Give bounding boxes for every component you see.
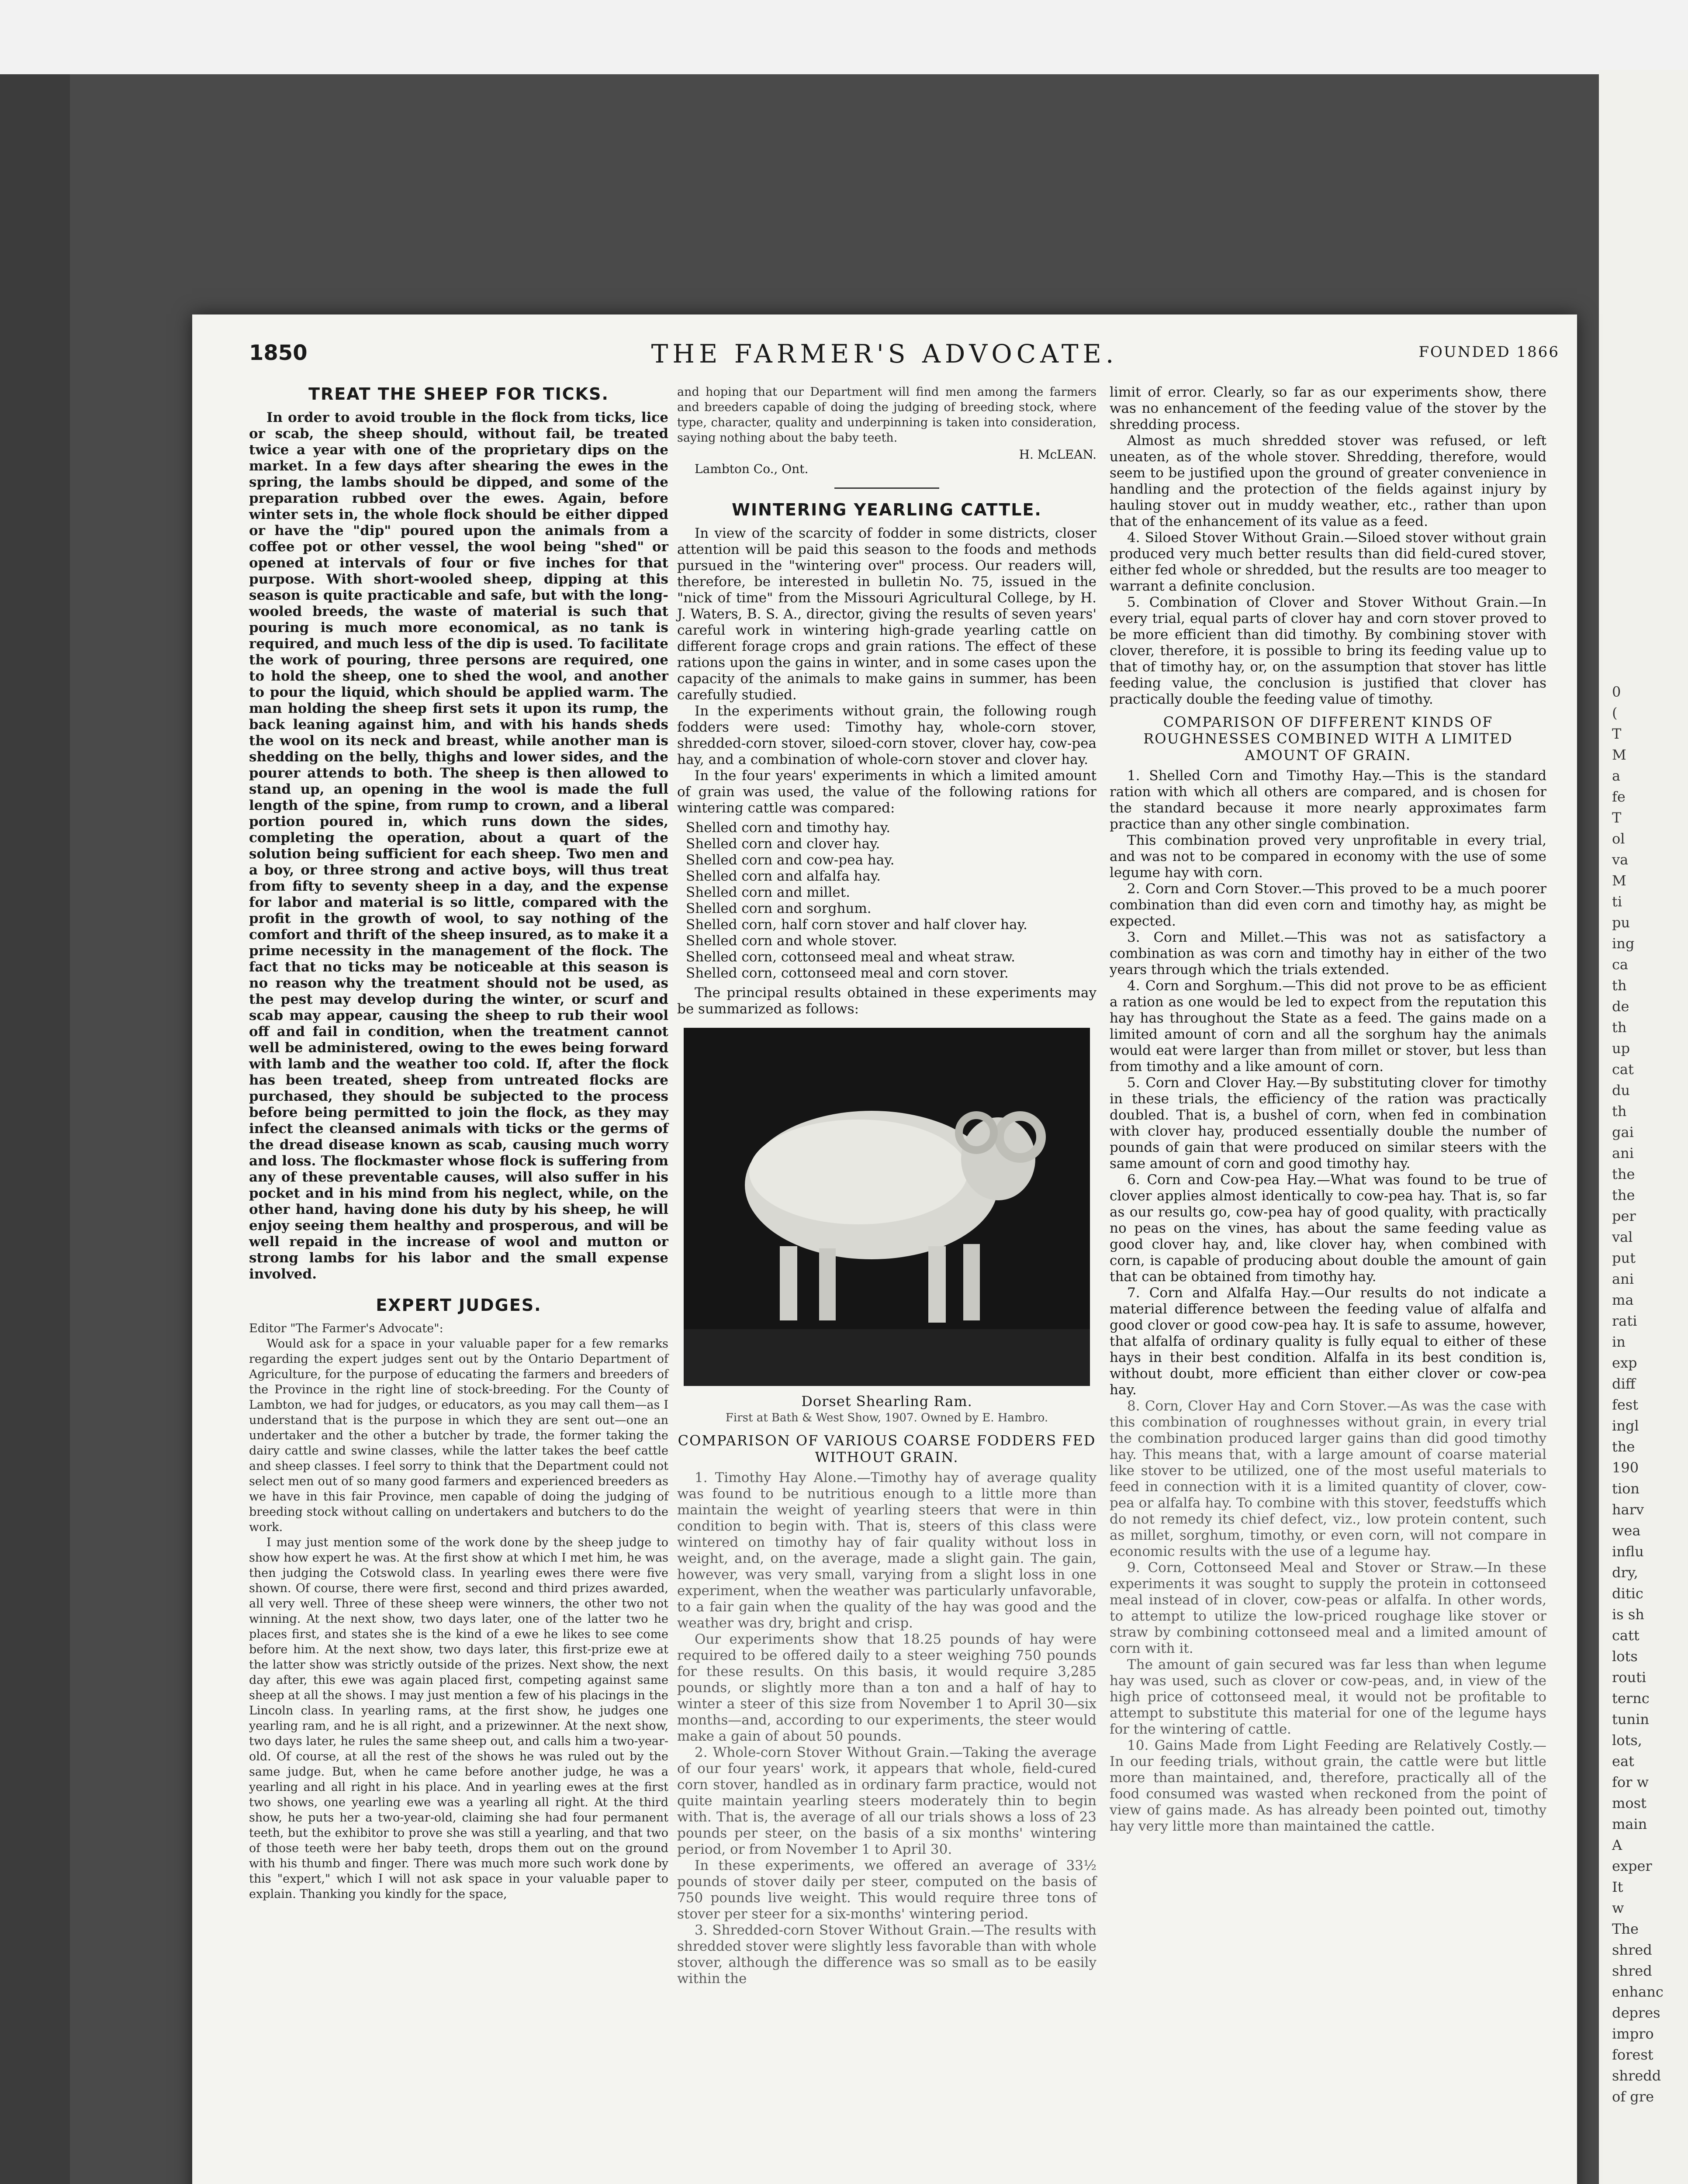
paragraph: In the experiments without grain, the following rough fodders were used: Timothy hay, whole-corn stover, shredded-corn stover, siloed-corn stover, clover hay, cow-pea hay, and a combination of whole-corn stover and clover hay. <box>677 703 1097 767</box>
fragment-line: most <box>1612 1795 1646 1811</box>
column-1 <box>249 384 668 1902</box>
paragraph: I may just mention some of the work done by the sheep judge to show how expert he was. At the first show at which I met him, he was then judging the Cotswold class. In yearling ewes there were five shown. Of course, there were first, second and third prizes awarded, all very well. Three of these sheep were winners, the other two not winning. At the next show, two days later, one of the latter two he places first, and states she is the kind of a ewe he likes to see come before him. At the next show, two days later, this first-prize ewe at the latter show was strictly outside of the prizes. Next show, the next day after, this ewe was again placed first, competing against same sheep at all the shows. I may just mention a few of his placings in the Lincoln class. In yearling rams, at the first show, he judges one yearling ram, and he is all right, and a prizewinner. At the next show, two days later, he rules the same sheep out, and calls him a two-year-old. Of course, at all the rest of the shows he was ruled out by the same judge. But, when he came before another judge, he was a yearling and all right in his place. And in yearling ewes at the first two shows, one yearling ewe was a yearling all right. At the third show, he puts her a two-year-old, claiming she had four permanent teeth, but the exhibitor to prove she was still a yearling, and that two of those teeth were her baby teeth, drops them out on the ground with his thumb and finger. There was much more such work done by this "expert," which I will not ask space in your valuable paper to explain. Thanking you kindly for the space, <box>249 1536 668 1901</box>
paragraph: 6. Corn and Cow-pea Hay.—What was found to be true of clover applies almost identically to cow-pea hay. That is, so far as our results go, cow-pea hay of good quality, with practically no peas on the vines, has about the same feeding value as good clover hay, and, like clover hay, when combined with corn, is capable of producing about double the amount of gain that can be obtained from timothy hay. <box>1110 1172 1546 1285</box>
fragment-line: 0 <box>1612 684 1621 700</box>
fragment-line: tion <box>1612 1480 1640 1497</box>
fragment-line: lots, <box>1612 1732 1642 1749</box>
masthead-title: THE FARMER'S ADVOCATE. <box>651 339 1118 369</box>
paragraph: Would ask for a space in your valuable paper for a few remarks regarding the expert judges sent out by the Ontario Department of Agriculture, for the purpose of educating the farmers and breeders of the Province in the right line of stock-breeding. For the County of Lambton, we had for judges, or educators, as you may call them—as I understand that is the purpose in which they are sent out—one an undertaker and the other a butcher by trade, the former taking the dairy cattle and swine classes, while the latter takes the beef cattle and sheep classes. I feel sorry to think that the Department could not select men out of so many good farmers and experienced breeders as we have in this fair Province, men capable of doing the judging of breeding stock without calling on undertakers and butchers to do the work. <box>249 1337 668 1534</box>
fragment-line: va <box>1612 851 1629 868</box>
fragment-line: the <box>1612 1187 1635 1203</box>
page-number: 1850 <box>249 341 308 365</box>
fragment-line: is sh <box>1612 1606 1644 1623</box>
fragment-line: tunin <box>1612 1711 1649 1728</box>
paragraph: Our experiments show that 18.25 pounds of hay were required to be offered daily to a steer weighing 750 pounds for these results. On this basis, it would require 3,285 pounds, or slightly more than a ton and a half of hay to winter a steer of this size from November 1 to April 30—six months—and, according to our experiments, the steer would make a gain of about 50 pounds. <box>677 1631 1097 1744</box>
section-subheading: COMPARISON OF VARIOUS COARSE FODDERS FED WITHOUT GRAIN. <box>678 1432 1096 1465</box>
paragraph: 7. Corn and Alfalfa Hay.—Our results do not indicate a material difference between the feeding value of alfalfa and good clover or good cow-pea hay. It is safe to assume, however, that alfalfa of ordinary quality is fully equal to either of these hays in their best condition. Alfalfa in its best condition is, without doubt, more efficient than either clover or cow-pea hay. <box>1110 1285 1546 1398</box>
fragment-line: shred <box>1612 1963 1652 1979</box>
fragment-line: ( <box>1612 705 1618 721</box>
salutation: Editor "The Farmer's Advocate": <box>249 1322 443 1335</box>
fragment-line: M <box>1612 872 1626 889</box>
fragment-line: harv <box>1612 1501 1644 1518</box>
fragment-line: ani <box>1612 1145 1634 1161</box>
fragment-line: shredd <box>1612 2067 1661 2084</box>
fragment-line: in <box>1612 1334 1626 1350</box>
fragment-line: diff <box>1612 1375 1636 1392</box>
page-header <box>192 341 1577 371</box>
fragment-line: lots <box>1612 1648 1638 1665</box>
paragraph: In view of the scarcity of fodder in some districts, closer attention will be paid this season to the foods and methods pursued in the "wintering over" process. Our readers will, therefore, be interested in bulletin No. 75, issued in the "nick of time" from the Missouri Agricultural College, by H. J. Waters, B. S. A., director, giving the results of seven years' careful work in wintering high-grade yearling cattle on different forage crops and grain rations. The effect of these rations upon the gains in winter, and in some cases upon the capacity of the animals to make gains in summer, has been carefully studied. <box>677 525 1097 703</box>
article-heading-judges: EXPERT JUDGES. <box>376 1296 542 1315</box>
fragment-line: up <box>1612 1040 1630 1057</box>
fragment-line: de <box>1612 998 1629 1015</box>
paragraph: 5. Combination of Clover and Stover Without Grain.—In every trial, equal parts of clover hay and corn stover proved to be more efficient than did timothy. By combining stover with clover, therefore, it is possible to bring its feeding value up to that of timothy hay, or, on the assumption that stover has little feeding value, the conclusion is justified that clover has practically double the feeding value of timothy. <box>1110 594 1546 707</box>
paragraph: 4. Corn and Sorghum.—This did not prove to be as efficient a ration as one would be led to expect from the reputation this hay has throughout the State as a feed. The gains made on a limited amount of corn and all the sorghum hay the animals would eat were larger than from millet or stover, but less than from timothy and a like amount of corn. <box>1110 978 1546 1075</box>
fragment-line: fe <box>1612 788 1626 805</box>
fragment-line: cat <box>1612 1061 1634 1078</box>
fragment-line: for w <box>1612 1774 1649 1790</box>
section-body <box>677 1470 1097 1987</box>
paragraph: 10. Gains Made from Light Feeding are Relatively Costly.—In our feeding trials, without grain, the cattle were but little more than maintained, and, therefore, practically all of the food consumed was wasted when reckoned from the point of view of gains made. As has already been pointed out, timothy hay very little more than maintained the cattle. <box>1110 1738 1546 1834</box>
paragraph: limit of error. Clearly, so far as our experiments show, there was no enhancement of the feeding value of the stover by the shredding process. <box>1110 384 1546 432</box>
paragraph: 1. Shelled Corn and Timothy Hay.—This is the standard ration with which all others are compared, and is chosen for the standard because it more nearly approximates farm practice than any other single combination. <box>1110 768 1546 832</box>
fragment-line: ol <box>1612 830 1625 847</box>
divider <box>834 487 939 489</box>
fragment-line: pu <box>1612 914 1630 931</box>
fragment-line: th <box>1612 1103 1627 1120</box>
fragment-line: the <box>1612 1166 1635 1182</box>
article-judges-continued <box>677 384 1097 446</box>
fragment-line: main <box>1612 1816 1647 1832</box>
fragment-line: per <box>1612 1208 1636 1224</box>
paragraph: 5. Corn and Clover Hay.—By substituting clover for timothy in these trials, the efficiency of the ration was practically doubled. That is, a bushel of corn, when fed in combination with clover hay, produced essentially double the number of pounds of gain that were produced on similar steers with the same amount of corn and good timothy hay. <box>1110 1075 1546 1171</box>
fragment-line: eat <box>1612 1753 1634 1769</box>
fragment-line: a <box>1612 767 1621 784</box>
fragment-line: ternc <box>1612 1690 1650 1707</box>
section-subheading: COMPARISON OF DIFFERENT KINDS OF ROUGHNESSES COMBINED WITH A LIMITED AMOUNT OF GRAIN. <box>1143 714 1513 764</box>
fragment-line: It <box>1612 1879 1623 1895</box>
fragment-line: ma <box>1612 1292 1634 1308</box>
article-judges-body <box>249 1321 668 1902</box>
fragment-line: T <box>1612 726 1622 742</box>
fragment-line: of gre <box>1612 2088 1654 2105</box>
fragment-line: catt <box>1612 1627 1640 1644</box>
paragraph: The principal results obtained in these experiments may be summarized as follows: <box>677 985 1097 1017</box>
paragraph: 3. Shredded-corn Stover Without Grain.—The results with shredded stover were slightly less favorable than with whole stover, although the difference was so small as to be easily within the <box>677 1922 1097 1987</box>
article-heading-ticks: TREAT THE SHEEP FOR TICKS. <box>308 384 609 404</box>
fragment-line: the <box>1612 1438 1635 1455</box>
fragment-line: exper <box>1612 1858 1652 1874</box>
fragment-line: M <box>1612 746 1626 763</box>
fragment-line: exp <box>1612 1355 1637 1371</box>
ration-item: Shelled corn and clover hay. <box>686 836 880 852</box>
founded-label: FOUNDED 1866 <box>1418 343 1560 361</box>
paragraph: In the four years' experiments in which a limited amount of grain was used, the value of the following rations for wintering cattle was compared: <box>677 768 1097 816</box>
fragment-line: A <box>1612 1837 1622 1853</box>
paragraph: This combination proved very unprofitable in every trial, and was not to be compared in economy with the use of some legume hay with corn. <box>1110 833 1546 881</box>
fragment-line: ingl <box>1612 1417 1639 1434</box>
signature: H. McLEAN. <box>1019 447 1097 462</box>
paragraph: Almost as much shredded stover was refused, or left uneaten, as of the whole stover. Shredding, therefore, would seem to be justified upon the ground of greater convenience in handling and the protection of the fields against injury by hauling stover out in muddy weather, etc., rather than upon that of the enhancement of its value as a feed. <box>1110 433 1546 529</box>
ram-photograph <box>684 1028 1090 1386</box>
fragment-line: forest <box>1612 2046 1653 2063</box>
rations-list <box>677 820 1097 981</box>
ration-item: Shelled corn and cow-pea hay. <box>686 852 895 868</box>
fragment-line: rati <box>1612 1313 1637 1329</box>
ration-item: Shelled corn and sorghum. <box>686 901 872 916</box>
fragment-line: put <box>1612 1250 1636 1266</box>
fragment-line: enhanc <box>1612 1984 1664 2000</box>
paragraph: 2. Corn and Corn Stover.—This proved to be a much poorer combination than did even corn and timothy hay, as might be expected. <box>1110 881 1546 929</box>
fragment-line: shred <box>1612 1942 1652 1958</box>
paragraph: 8. Corn, Clover Hay and Corn Stover.—As was the case with this combination of roughnesses without grain, in every trial the combination produced larger gains than did good timothy hay. This means that, with a large amount of coarse material like stover to be utilized, one of the most useful materials to feed in connection with it is a limited quantity of clover, cow-pea or alfalfa hay. To combine with this stover, feedstuffs which do not remedy its chief defect, viz., low protein content, such as millet, sorghum, timothy, or even corn, will not compare in economic results with the use of a legume hay. <box>1110 1398 1546 1559</box>
fragment-line: influ <box>1612 1543 1644 1560</box>
fragment-line: th <box>1612 1019 1627 1036</box>
ration-item: Shelled corn, half corn stover and half clover hay. <box>686 917 1027 933</box>
fragment-line: w <box>1612 1900 1624 1916</box>
signature-place: Lambton Co., Ont. <box>695 462 809 476</box>
column-3 <box>1110 384 1546 1835</box>
paragraph: 2. Whole-corn Stover Without Grain.—Taking the average of our four years' work, it appears that whole, field-cured corn stover, handled as in ordinary farm practice, would not quite maintain yearling steers moderately thin to begin with. That is, the average of all our trials shows a loss of 23 pounds per steer, on the basis of a six months' wintering period, or from November 1 to April 30. <box>677 1745 1097 1857</box>
paragraph: 1. Timothy Hay Alone.—Timothy hay of average quality was found to be nutritious enough to a little more than maintain the weight of yearling steers that were in thin condition to begin with. That is, steers of this class were wintered on timothy hay of fair quality without loss in weight, and, on the average, made a slight gain. The gain, however, was very small, varying from a slight loss in one experiment, when the weather was particularly unfavorable, to a fair gain when the quality of the hay was good and the weather was dry, bright and crisp. <box>677 1470 1097 1631</box>
section-body-faded <box>1110 1398 1546 1835</box>
fragment-line: ti <box>1612 893 1622 910</box>
article-ticks-body <box>249 410 668 1282</box>
fragment-line: 190 <box>1612 1459 1639 1476</box>
ram-illustration <box>684 1028 1090 1386</box>
fragment-line: ani <box>1612 1271 1634 1287</box>
paragraph: and hoping that our Department will find men among the farmers and breeders capable of doing the judging of breeding stock, where type, character, quality and underpinning is taken into consideration, saying nothing about the baby teeth. <box>677 385 1097 445</box>
fragment-line: impro <box>1612 2025 1654 2042</box>
fragment-line: The <box>1612 1921 1639 1937</box>
article-heading-wintering: WINTERING YEARLING CATTLE. <box>732 500 1042 519</box>
fragment-line: val <box>1612 1229 1633 1245</box>
paragraph: In order to avoid trouble in the flock from ticks, lice or scab, the sheep should, without fail, be treated twice a year with one of the proprietary dips on the market. In a few days after shearing the ewes in the spring, the lambs should be dipped, and some of the preparation rubbed over the ewes. Again, before winter sets in, the whole flock should be either dipped or have the "dip" poured upon the animals from a coffee pot or other vessel, the wool being "shed" or opened at intervals of four or five inches for that purpose. With short-wooled sheep, dipping at this season is quite practicable and safe, but with the long-wooled breeds, the waste of material is such that pouring is much more economical, as no tank is required, and much less of the dip is used. To facilitate the work of pouring, three persons are required, one to hold the sheep, one to shed the wool, and another to pour the liquid, which should be applied warm. The man holding the sheep first sets it upon its rump, the back leaning against him, and with his hands sheds the wool on its neck and breast, while another man is shedding on the belly, thighs and lower sides, and the pourer attends to both. The sheep is then allowed to stand up, an opening in the wool is made the full length of the spine, from rump to crown, and a liberal portion poured in, which runs down the sides, completing the operation, about a quart of the solution being sufficient for each sheep. Two men and a boy, or three strong and active boys, will thus treat from fifty to seventy sheep in a day, and the expense for labor and material is so little, compared with the profit in the growth of wool, to say nothing of the comfort and thrift of the sheep insured, as to make it a prime necessity in the management of the flock. The fact that no ticks may be noticeable at this season is no reason why the treatment should not be used, as the pest may develop during the winter, or scurf and scab may appear, causing the sheep to rub their wool off and fail in condition, when the treatment cannot well be administered, owing to the ewes being forward with lamb and the weather too cold. If, after the flock has been treated, sheep from untreated flocks are purchased, they should be subjected to the process before being permitted to join the flock, as they may infect the cleansed animals with ticks or the germs of the dread disease known as scab, causing much worry and loss. The flockmaster whose flock is suffering from any of these preventable causes, will also suffer in his pocket and in his mind from his neglect, while, on the other hand, having done his duty by his sheep, he will enjoy seeing them healthy and prosperous, and will be well repaid in the increase of wool and mutton or strong lambs for his labor and the small expense involved. <box>249 410 669 1282</box>
ration-item: Shelled corn and timothy hay. <box>686 820 891 836</box>
photo-caption: Dorset Shearling Ram. <box>801 1393 972 1410</box>
ration-item: Shelled corn and alfalfa hay. <box>686 868 881 884</box>
fragment-line: ditic <box>1612 1585 1643 1602</box>
paragraph: 4. Siloed Stover Without Grain.—Siloed stover without grain produced very much better results than did field-cured stover, either fed whole or shredded, but the results are too meager to warrant a definite conclusion. <box>1110 530 1546 594</box>
paragraph: The amount of gain secured was far less than when legume hay was used, such as clover or cow-peas, and, in view of the high price of cottonseed meal, it would not be profitable to attempt to substitute this material for one of the legume hays for the wintering of cattle. <box>1110 1657 1546 1737</box>
fragment-line: du <box>1612 1082 1630 1099</box>
column-2 <box>677 384 1097 1987</box>
fragment-line: gai <box>1612 1124 1634 1140</box>
paragraph: In these experiments, we offered an average of 33½ pounds of stover daily per steer, computed on the basis of 750 pounds live weight. This would require three tons of stover per steer for a six-months' wintering period. <box>677 1858 1097 1922</box>
fragment-line: routi <box>1612 1669 1646 1686</box>
ration-item: Shelled corn and millet. <box>686 885 851 900</box>
paragraph: 9. Corn, Cottonseed Meal and Stover or Straw.—In these experiments it was sought to supply the protein in cottonseed meal instead of in clover, cow-peas or alfalfa. In other words, to attempt to utilize the low-priced roughage like stover or straw by combining cottonseed meal and a limited amount of corn with it. <box>1110 1560 1546 1656</box>
newspaper-page <box>192 314 1577 2184</box>
fragment-line: dry, <box>1612 1564 1638 1581</box>
film-margin-left <box>0 74 70 2184</box>
fragment-line: depres <box>1612 2004 1660 2021</box>
ration-item: Shelled corn and whole stover. <box>686 933 897 949</box>
film-margin-top <box>0 0 1688 74</box>
adjacent-page-fragment <box>1599 70 1688 2184</box>
fragment-line: th <box>1612 977 1627 994</box>
ration-item: Shelled corn, cottonseed meal and corn stover. <box>686 965 1009 981</box>
fragment-line: ing <box>1612 935 1635 952</box>
paragraph: 3. Corn and Millet.—This was not as satisfactory a combination as was corn and timothy hay in either of the two years through which the trials extended. <box>1110 930 1546 978</box>
fragment-line: T <box>1612 809 1622 826</box>
fragment-line: wea <box>1612 1522 1641 1539</box>
fragment-line: ca <box>1612 956 1628 973</box>
ration-item: Shelled corn, cottonseed meal and wheat straw. <box>686 949 1015 965</box>
fragment-line: fest <box>1612 1396 1639 1413</box>
photo-subcaption: First at Bath & West Show, 1907. Owned by E. Hambro. <box>725 1411 1048 1424</box>
